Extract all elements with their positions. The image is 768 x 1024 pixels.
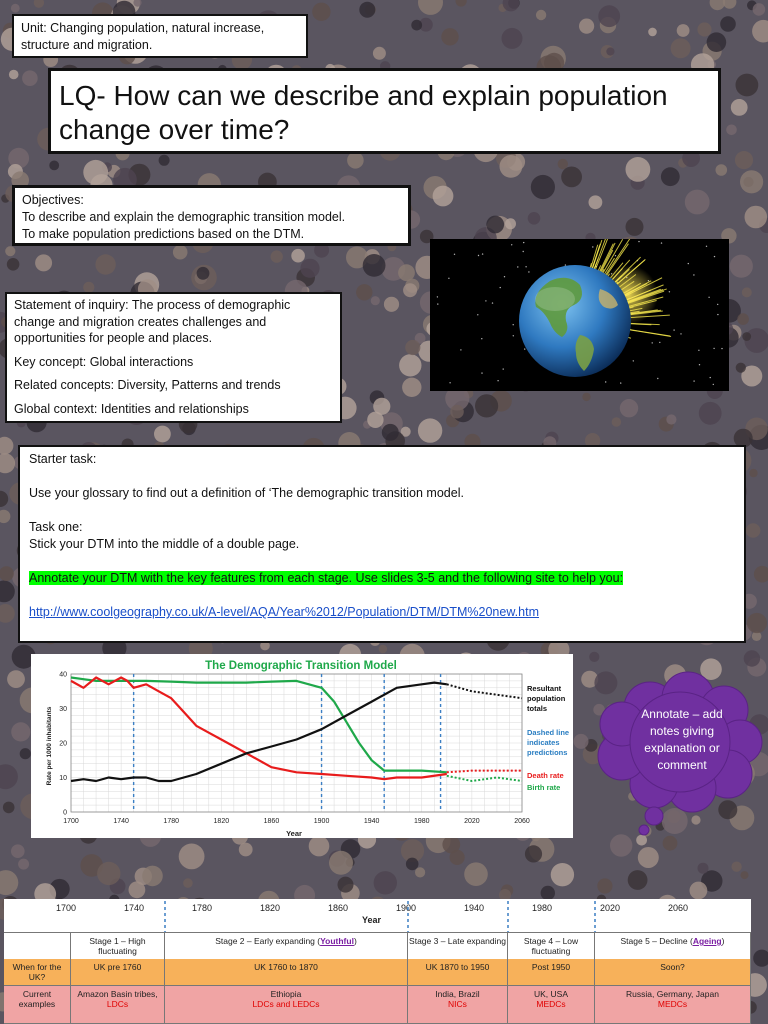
uk-stage-1: UK pre 1760 xyxy=(71,959,165,986)
uk-stage-4: Post 1950 xyxy=(508,959,595,986)
example-stage-5: Russia, Germany, Japan MEDCs xyxy=(595,986,751,1024)
year-tick: 1780 xyxy=(192,903,213,913)
x-tick-label: 1980 xyxy=(413,818,430,825)
year-tick: 1860 xyxy=(328,903,349,913)
year-tick: 2060 xyxy=(668,903,689,913)
example-stage-4: UK, USA MEDCs xyxy=(508,986,595,1024)
y-tick-label: 30 xyxy=(59,706,67,713)
unit-box xyxy=(12,14,308,58)
y-tick-label: 0 xyxy=(63,809,67,817)
dtm-chart xyxy=(31,654,573,838)
task-one-heading: Task one: xyxy=(29,520,83,534)
y-tick-label: 40 xyxy=(59,671,67,679)
example-stage-2: Ethiopia LDCs and LEDCs xyxy=(165,986,408,1024)
legend-dashed-line1: Dashed line xyxy=(527,728,570,737)
x-axis-label: Year xyxy=(286,829,302,838)
uk-stage-5: Soon? xyxy=(595,959,751,986)
task-one-text: Stick your DTM into the middle of a double page. xyxy=(29,537,300,551)
objectives-heading: Objectives: xyxy=(22,193,84,207)
stage-3-name: Stage 3 – Late expanding xyxy=(408,933,508,960)
unit-text: Unit: Changing population, natural increase, structure and migration. xyxy=(21,21,265,52)
x-tick-label: 1940 xyxy=(363,818,380,825)
stage-1-name: Stage 1 – High fluctuating xyxy=(71,933,165,960)
learning-question-text: LQ- How can we describe and explain population change over time? xyxy=(59,80,668,145)
x-tick-label: 1740 xyxy=(113,818,129,825)
statement-of-inquiry-box xyxy=(5,292,342,423)
objectives-box xyxy=(12,185,411,246)
coolgeography-link[interactable]: http://www.coolgeography.co.uk/A-level/AQA/Year%2012/Population/DTM/DTM%20new.htm xyxy=(29,605,539,619)
objective-item: To make population predictions based on the DTM. xyxy=(22,227,305,241)
cloud-text-line: notes giving xyxy=(649,724,715,738)
y-tick-label: 20 xyxy=(59,740,67,748)
year-tick: 1900 xyxy=(396,903,417,913)
legend-death-rate: Death rate xyxy=(527,771,564,780)
ageing-tag: Ageing xyxy=(692,936,722,946)
stage-2-name: Stage 2 – Early expanding (Youthful) xyxy=(165,933,408,960)
global-context: Global context: Identities and relationships xyxy=(14,401,249,416)
dtm-stage-table xyxy=(4,899,751,1024)
row-label-examples: Current examples xyxy=(4,986,71,1024)
chart-title: The Demographic Transition Model xyxy=(205,660,397,672)
x-tick-label: 1780 xyxy=(163,818,180,825)
legend-population-line2: population xyxy=(527,694,566,703)
row-label-empty xyxy=(4,933,71,960)
uk-dates-row xyxy=(4,959,751,986)
related-concepts: Related concepts: Diversity, Patterns and trends xyxy=(14,378,281,392)
examples-row xyxy=(4,986,751,1024)
year-tick: 1980 xyxy=(532,903,553,913)
year-tick: 1740 xyxy=(124,903,145,913)
x-tick-label: 1860 xyxy=(263,818,280,825)
y-tick-label: 10 xyxy=(59,775,67,782)
year-tick: 1940 xyxy=(464,903,485,913)
year-axis-label: Year xyxy=(362,915,382,925)
starter-task-box xyxy=(18,445,746,643)
year-tick: 2020 xyxy=(600,903,621,913)
x-tick-label: 2020 xyxy=(464,818,480,825)
cloud-text-line: Annotate – add xyxy=(641,707,723,721)
glossary-instruction: Use your glossary to find out a definition of ‘The demographic transition model. xyxy=(29,486,464,500)
legend-population-line3: totals xyxy=(527,704,548,713)
x-tick-label: 1900 xyxy=(313,818,330,825)
stage-5-name: Stage 5 – Decline (Ageing) xyxy=(595,933,751,960)
example-stage-3: India, Brazil NICs xyxy=(408,986,508,1024)
x-tick-label: 1820 xyxy=(213,818,230,825)
year-tick: 1700 xyxy=(56,903,77,913)
example-stage-1: Amazon Basin tribes, LDCs xyxy=(71,986,165,1024)
stage-names-row xyxy=(4,932,751,960)
legend-population-line1: Resultant xyxy=(527,684,562,693)
uk-stage-3: UK 1870 to 1950 xyxy=(408,959,508,986)
highlighted-instruction: Annotate your DTM with the key features from each stage. Use slides 3-5 and the following site to help you: xyxy=(29,571,624,585)
key-concept: Key concept: Global interactions xyxy=(14,354,194,369)
cloud-text-line: comment xyxy=(657,758,707,772)
starter-heading: Starter task: xyxy=(29,452,97,466)
cloud-text-line: explanation or xyxy=(644,741,720,755)
legend-dashed-line3: predictions xyxy=(527,748,568,757)
y-axis-label: Rate per 1000 inhabitants xyxy=(46,706,53,786)
legend-birth-rate: Birth rate xyxy=(527,783,561,792)
inquiry-statement: Statement of inquiry: The process of demographic change and migration creates challenges and opportunities for people and places. xyxy=(14,298,291,345)
year-axis-row xyxy=(4,899,751,932)
stage-4-name: Stage 4 – Low fluctuating xyxy=(508,933,595,960)
objective-item: To describe and explain the demographic transition model. xyxy=(22,210,346,224)
youthful-tag: Youthful xyxy=(320,936,354,946)
x-tick-label: 2060 xyxy=(514,818,530,825)
year-tick: 1820 xyxy=(260,903,281,913)
learning-question-box xyxy=(48,68,721,154)
annotate-thought-cloud xyxy=(592,670,768,840)
x-tick-label: 1700 xyxy=(63,818,79,825)
legend-dashed-line2: indicates xyxy=(527,738,560,747)
uk-stage-2: UK 1760 to 1870 xyxy=(165,959,408,986)
earth-globe-image xyxy=(430,239,729,391)
row-label-uk: When for the UK? xyxy=(4,959,71,986)
